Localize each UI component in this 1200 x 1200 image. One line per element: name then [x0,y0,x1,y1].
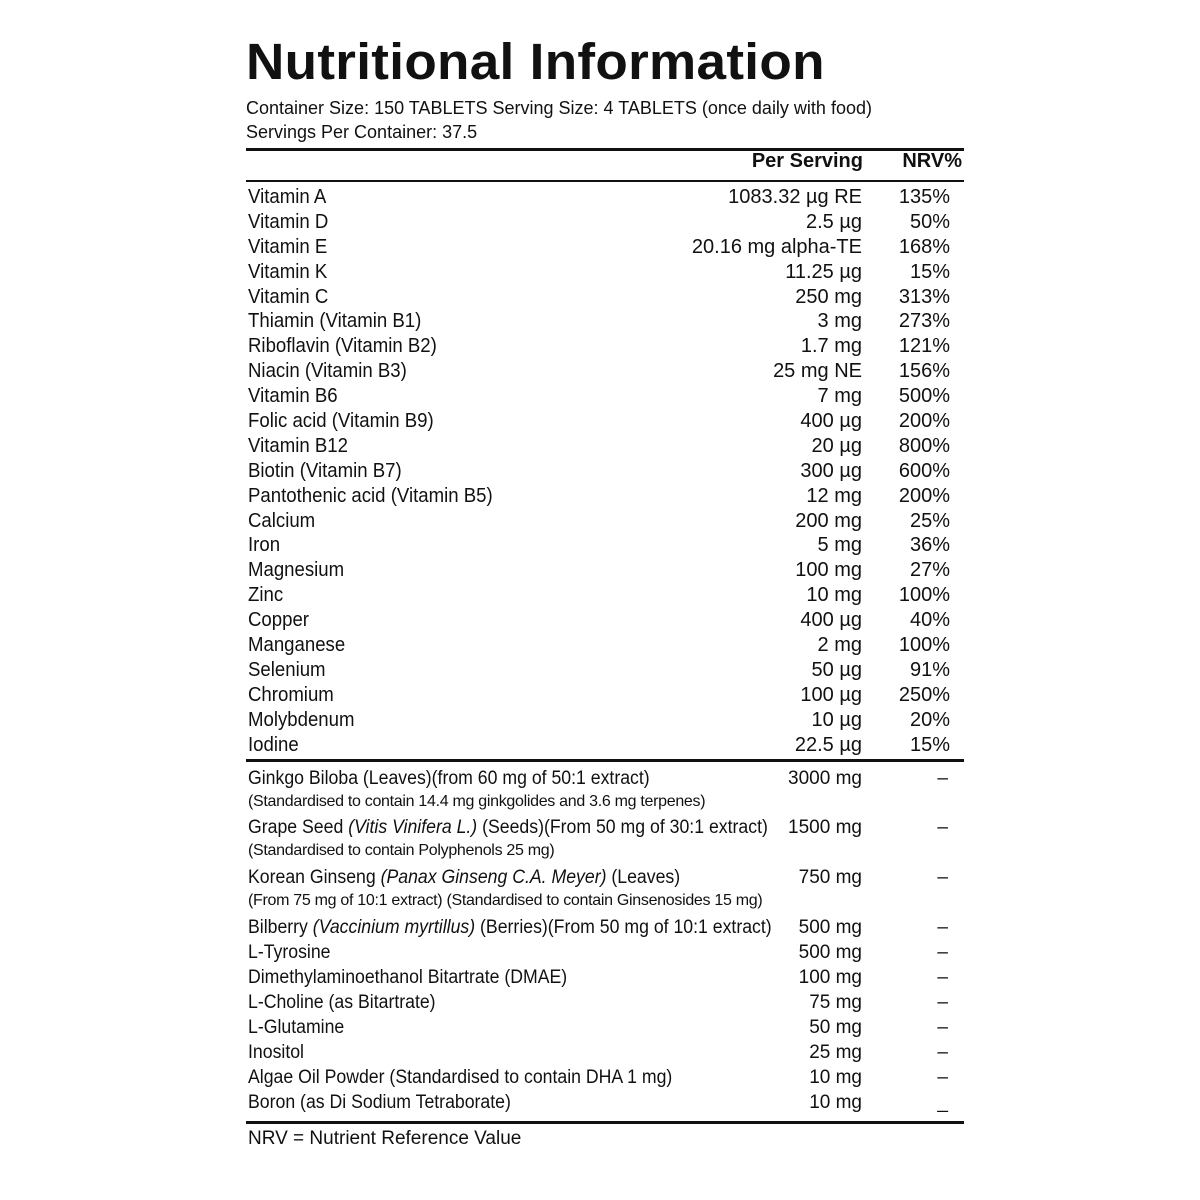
ingredient-name [248,1042,304,1064]
nrv-percent: 15% [909,260,950,283]
ingredient-name-part: L-Glutamine [248,1017,345,1038]
per-serving-amount: 1500 mg [788,817,862,838]
per-serving-amount: 10 mg [809,1067,862,1088]
ingredient-name-part: L-Choline (as Bitartrate) [248,992,436,1013]
nutrient-name: Selenium [248,658,326,681]
nrv-percent: – [937,1017,948,1038]
table-row [248,558,960,583]
nutrient-name: Iron [248,534,281,557]
nutrient-name: Niacin (Vitamin B3) [248,360,407,383]
table-row [248,309,960,334]
table-row [248,509,960,534]
ingredient-name-part: L-Tyrosine [248,942,331,963]
ingredient-name [248,867,680,889]
per-serving-amount: 400 µg [800,410,862,433]
nrv-percent: 100% [898,634,950,657]
table-row [248,708,960,733]
nrv-percent: 200% [898,410,950,433]
nutrient-name: Iodine [248,733,299,756]
nutrient-name: Vitamin K [248,260,328,283]
ingredient-name [248,992,436,1014]
nrv-percent: 100% [898,584,950,607]
table-row [248,608,960,633]
ingredient-name [248,917,772,939]
table-row [248,384,960,409]
per-serving-amount: 7 mg [817,385,862,408]
table-row [248,658,960,683]
per-serving-amount: 3000 mg [788,768,862,789]
per-serving-amount: 3 mg [817,310,862,333]
ingredient-name [248,1017,344,1039]
nutrient-name: Calcium [248,509,316,532]
per-serving-amount: 5 mg [817,534,862,557]
per-serving-amount: 300 µg [800,459,862,482]
nrv-percent: 15% [909,733,950,756]
nrv-percent: 250% [898,683,950,706]
per-serving-amount: 22.5 µg [794,733,862,756]
per-serving-amount: 400 µg [800,609,862,632]
header-divider [246,180,964,182]
nrv-percent: 800% [898,434,950,457]
table-row [248,733,960,758]
per-serving-amount: 500 mg [798,917,862,938]
per-serving-amount: 75 mg [809,992,862,1013]
nutrient-name: Molybdenum [248,708,355,731]
ingredient-name-part: Boron (as Di Sodium Tetraborate) [248,1092,511,1113]
per-serving-amount: 100 mg [798,967,862,988]
per-serving-amount: 1083.32 µg RE [728,186,862,208]
nutrient-name: Vitamin C [248,285,329,308]
nrv-percent: 121% [898,335,950,358]
table-row [248,683,960,708]
nutrition-label-header [246,34,966,144]
ingredient-name-part: Bilberry [248,917,313,938]
nrv-percent: 20% [909,708,950,731]
table-row [248,1017,960,1042]
nutrient-name: Chromium [248,683,334,706]
ingredient-name-part: Inositol [248,1042,304,1063]
nutrient-name: Folic acid (Vitamin B9) [248,410,434,433]
nrv-percent: – [937,867,948,888]
nrv-percent: 168% [898,235,950,258]
per-serving-amount: 11.25 µg [785,260,862,283]
nrv-percent: – [937,1042,948,1063]
nrv-percent: – [937,817,948,838]
nrv-percent: 156% [898,360,950,383]
per-serving-amount: 50 µg [811,658,862,681]
table-row [248,917,960,942]
latin-name: (Vaccinium myrtillus) [312,917,476,938]
table-row [248,942,960,967]
per-serving-amount: 500 mg [798,942,862,963]
ingredient-name-part: Korean Ginseng [248,867,381,888]
per-serving-amount: 12 mg [806,484,862,507]
table-row [248,633,960,658]
table-row [248,459,960,484]
nrv-percent: 313% [898,285,950,308]
ingredient-name-part: Algae Oil Powder (Standardised to contain DHA 1 mg) [248,1067,673,1088]
nrv-footnote: NRV = Nutrient Reference Value [248,1128,522,1149]
table-row [248,260,960,285]
nrv-header: NRV% [902,150,962,172]
per-serving-amount: 750 mg [798,867,862,888]
table-row [248,285,960,310]
per-serving-amount: 1.7 mg [800,335,862,358]
nutrient-name: Riboflavin (Vitamin B2) [248,335,437,358]
nutrient-name: Copper [248,609,310,632]
ingredient-note: (From 75 mg of 10:1 extract) (Standardised to contain Ginsenosides 15 mg) [248,892,763,909]
container-info: Container Size: 150 TABLETS Serving Size: 4 TABLETS (once daily with food) [246,98,872,118]
latin-name: (Vitis Vinifera L.) [348,817,478,838]
per-serving-amount: 50 mg [809,1017,862,1038]
nutrient-name: Vitamin B12 [248,434,348,457]
per-serving-amount: 2.5 µg [805,210,862,233]
per-serving-amount: 2 mg [817,634,862,657]
nrv-percent: – [937,917,948,938]
ingredient-name-part: Grape Seed [248,817,349,838]
table-row [248,359,960,384]
nrv-percent: – [937,942,948,963]
ingredient-name-part: (Berries)(From 50 mg of 10:1 extract) [475,917,772,938]
table-row [248,409,960,434]
nrv-percent: 135% [898,186,950,208]
table-row [248,1092,960,1117]
ingredient-name [248,942,330,964]
per-serving-amount: 100 mg [795,559,862,582]
table-row [248,967,960,992]
table-row [248,533,960,558]
table-row [248,185,960,210]
nrv-percent: 200% [898,484,950,507]
ingredient-name-part: (Leaves) [606,867,681,888]
ingredient-note: (Standardised to contain Polyphenols 25 mg) [248,842,555,859]
bottom-divider [246,1121,964,1124]
nutrient-name: Zinc [248,584,284,607]
ingredient-note: (Standardised to contain 14.4 mg ginkgolides and 3.6 mg terpenes) [248,793,706,810]
nrv-percent: 273% [898,310,950,333]
nutrient-name: Vitamin D [248,210,329,233]
per-serving-amount: 100 µg [800,683,862,706]
ingredient-name-part: (Seeds)(From 50 mg of 30:1 extract) [477,817,768,838]
table-row [248,334,960,359]
per-serving-amount: 20.16 mg alpha-TE [691,235,862,258]
nrv-percent: 600% [898,459,950,482]
nrv-percent: 50% [909,210,950,233]
ingredient-name [248,768,650,790]
nrv-percent: 25% [909,509,950,532]
nrv-percent: _ [937,1092,948,1113]
nrv-percent: – [937,992,948,1013]
table-row [248,1042,960,1067]
extracts-table [248,768,960,1117]
nrv-percent: 27% [909,559,950,582]
table-row [248,817,960,867]
per-serving-amount: 200 mg [795,509,862,532]
nutrient-name: Manganese [248,634,346,657]
table-row [248,484,960,509]
per-serving-amount: 10 mg [809,1092,862,1113]
nutrient-name: Magnesium [248,559,345,582]
nrv-percent: 36% [909,534,950,557]
nutrient-name: Vitamin A [248,186,327,208]
ingredient-name-part: Dimethylaminoethanol Bitartrate (DMAE) [248,967,568,988]
per-serving-amount: 25 mg NE [773,360,862,383]
nrv-percent: – [937,768,948,789]
per-serving-amount: 25 mg [809,1042,862,1063]
nrv-percent: – [937,967,948,988]
vitamins-mineral-table [248,185,960,757]
nutrient-name: Vitamin B6 [248,385,338,408]
ingredient-name [248,967,567,989]
per-serving-header: Per Serving [751,150,863,172]
nutrient-name: Vitamin E [248,235,328,258]
per-serving-amount: 10 mg [806,584,862,607]
nutrient-name: Thiamin (Vitamin B1) [248,310,422,333]
ingredient-name-part: Ginkgo Biloba (Leaves)(from 60 mg of 50:1 extract) [248,768,650,789]
table-row [248,992,960,1017]
section-divider [246,759,964,762]
nrv-percent: – [937,1067,948,1088]
servings-info: Servings Per Container: 37.5 [246,122,478,142]
ingredient-name [248,1092,511,1114]
latin-name: (Panax Ginseng C.A. Meyer) [380,867,607,888]
table-row [248,768,960,817]
table-row [248,583,960,608]
ingredient-name [248,1067,672,1089]
page-title: Nutritional Information [246,33,825,90]
table-row [248,210,960,235]
nrv-percent: 91% [909,658,950,681]
table-row [248,235,960,260]
ingredient-name [248,817,768,839]
table-row [248,1067,960,1092]
table-row [248,434,960,459]
table-row [248,867,960,917]
per-serving-amount: 20 µg [811,434,862,457]
nrv-percent: 40% [909,609,950,632]
per-serving-amount: 250 mg [795,285,862,308]
per-serving-amount: 10 µg [811,708,862,731]
nrv-percent: 500% [898,385,950,408]
nutrient-name: Biotin (Vitamin B7) [248,459,402,482]
nutrient-name: Pantothenic acid (Vitamin B5) [248,484,493,507]
